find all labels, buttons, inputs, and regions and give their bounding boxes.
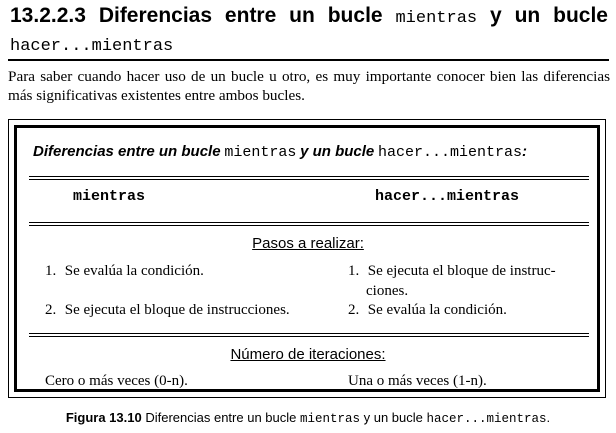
- right-step-1-text: Se ejecuta el bloque de instruc-: [367, 263, 556, 279]
- right-iterations: Una o más veces (1-n).: [348, 373, 487, 389]
- right-step-1-number: 1.: [348, 263, 360, 279]
- caption-keyword1: mientras: [299, 412, 360, 426]
- table-title-keyword2: hacer...mientras: [378, 144, 523, 161]
- section-keyword-while: mientras: [395, 9, 478, 28]
- column-header-mientras: mientras: [73, 188, 146, 205]
- caption-text1: Diferencias entre un bucle: [145, 410, 297, 425]
- iterations-label: Número de iteraciones:: [230, 346, 386, 363]
- table-title: [33, 142, 593, 163]
- caption-end: .: [546, 410, 551, 425]
- column-header-hacer-mientras: hacer...mientras: [375, 188, 520, 205]
- section-title-part2: y un bucle: [490, 4, 608, 27]
- left-step-2: [45, 300, 290, 320]
- table-title-part1: Diferencias entre un bucle: [33, 143, 221, 160]
- left-step-1-text: Se evalúa la condición.: [64, 263, 204, 279]
- caption-text2: y un bucle: [363, 410, 423, 425]
- right-step-1: [348, 261, 556, 281]
- table-title-part2: y un bucle: [300, 143, 375, 160]
- right-step-2: [348, 300, 507, 320]
- table-rule-middle: [29, 333, 589, 337]
- table-title-keyword1: mientras: [224, 144, 297, 161]
- table-title-end: :: [522, 143, 528, 160]
- right-step-2-text: Se evalúa la condición.: [367, 302, 507, 318]
- caption-label: Figura 13.10: [65, 410, 142, 425]
- section-keyword-dowhile: hacer...mientras: [10, 37, 174, 56]
- table-rule-header: [29, 222, 589, 226]
- left-step-1: [45, 261, 204, 281]
- caption-keyword2: hacer...mientras: [426, 412, 547, 426]
- left-step-2-number: 2.: [45, 302, 57, 318]
- left-step-2-text: Se ejecuta el bloque de instrucciones.: [64, 302, 290, 318]
- intro-paragraph: Para saber cuando hacer uso de un bucle u otro, es muy importante conocer bien las diferencias más significativas existentes entre ambos bucles.: [8, 68, 610, 104]
- section-heading: [10, 3, 608, 59]
- section-title-part1: Diferencias entre un bucle: [98, 4, 383, 27]
- right-step-1-continuation: ciones.: [366, 283, 409, 299]
- left-step-1-number: 1.: [45, 263, 57, 279]
- figure-caption: [0, 410, 616, 427]
- steps-label: Pasos a realizar:: [252, 235, 364, 252]
- left-iterations: Cero o más veces (0-n).: [45, 373, 188, 389]
- heading-rule: [8, 59, 609, 61]
- section-number: 13.2.2.3: [10, 4, 86, 27]
- table-rule-top: [29, 176, 589, 180]
- right-step-2-number: 2.: [348, 302, 360, 318]
